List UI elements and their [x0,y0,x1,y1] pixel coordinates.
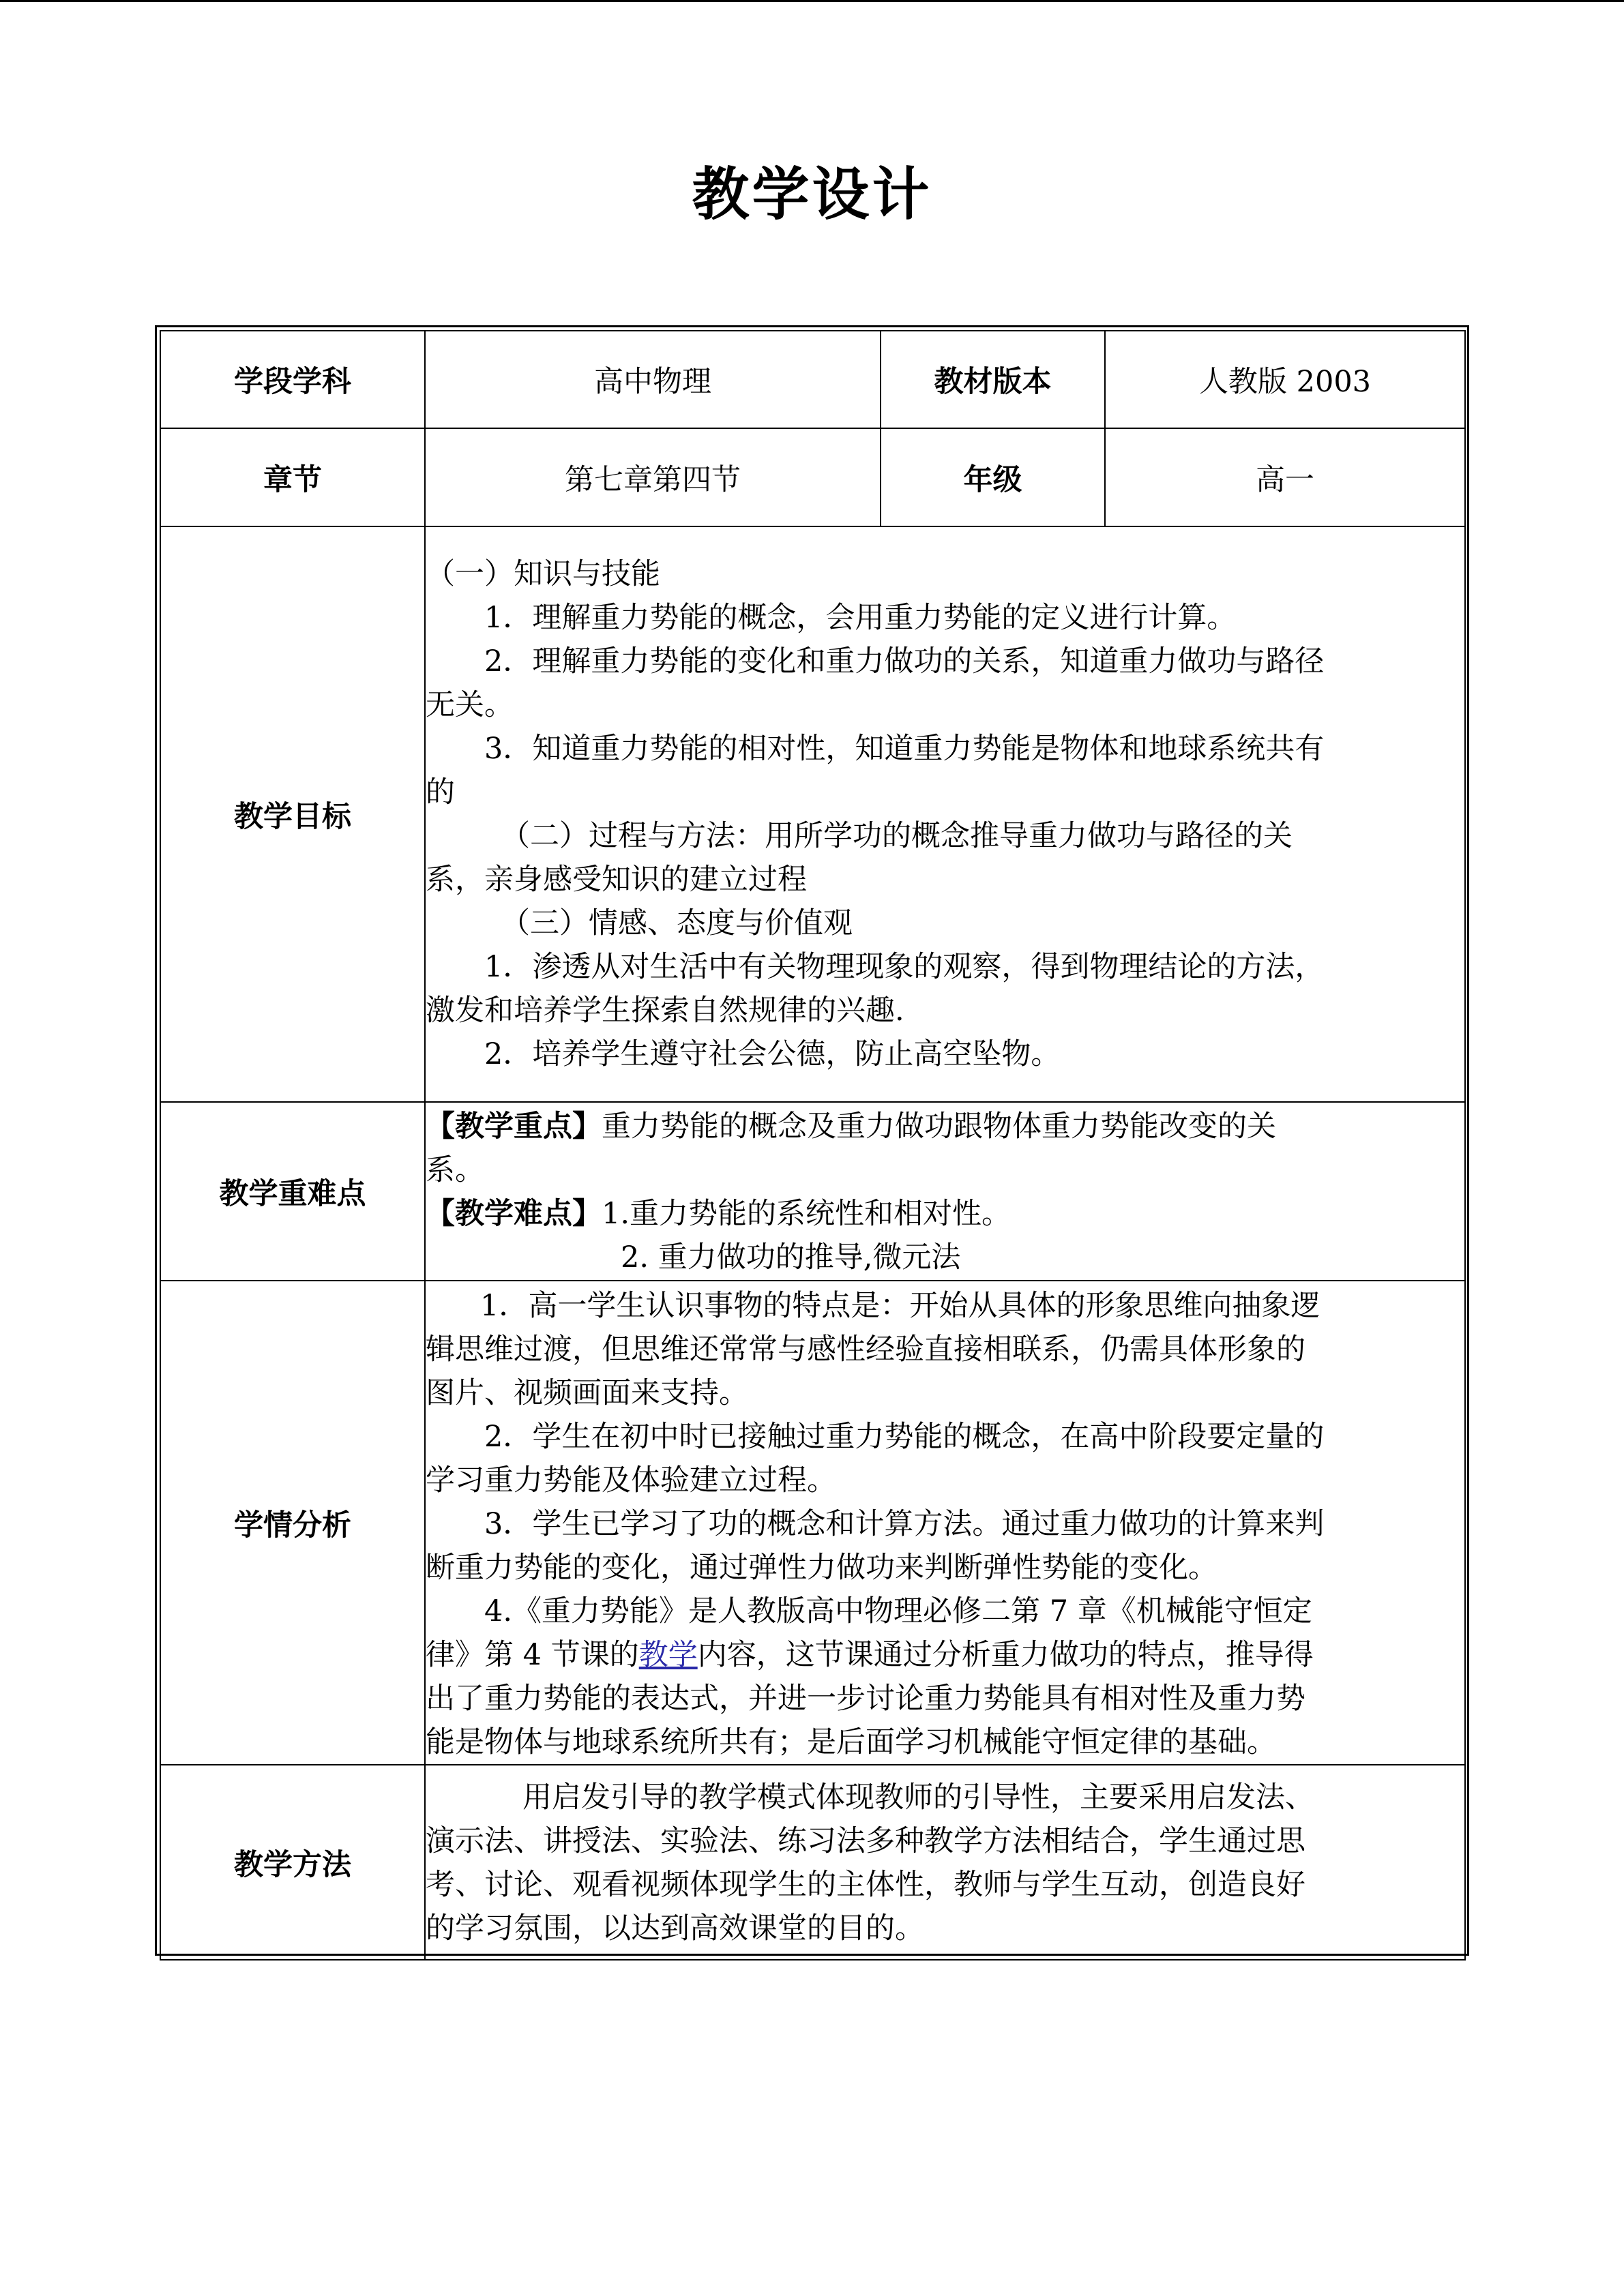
analysis-line [426,1633,1464,1677]
key-points-label: 教学重难点 [160,1102,425,1281]
methods-row [160,1765,1465,1960]
objective-line: 1．渗透从对生活中有关物理现象的观察，得到物理结论的方法， [484,950,1325,984]
grade-label: 年级 [881,428,1105,526]
objective-line: 无关。 [426,688,514,722]
analysis-line: 辑思维过渡，但思维还常常与感性经验直接相联系，仍需具体形象的 [426,1332,1305,1367]
analysis-line: 断重力势能的变化，通过弹性力做功来判断弹性势能的变化。 [426,1551,1217,1585]
lesson-plan-table [155,325,1469,1956]
objective-line: （二）过程与方法：用所学功的概念推导重力做功与路径的关 [501,819,1293,853]
analysis-line9-post: 内容，这节课通过分析重力做功的特点，推导得 [697,1638,1314,1672]
analysis-line: 学习重力势能及体验建立过程。 [426,1463,836,1497]
focus-text: 重力势能的概念及重力做功跟物体重力势能改变的关 [602,1109,1276,1144]
difficulty-line [426,1192,1464,1236]
focus-continuation: 系。 [426,1153,484,1187]
objective-line: （三）情感、态度与价值观 [501,906,853,940]
methods-line: 用启发引导的教学模式体现教师的引导性，主要采用启发法、 [522,1780,1314,1815]
document-title: 教学设计 [692,161,932,228]
key-points-content [425,1102,1465,1281]
focus-line [426,1105,1464,1148]
objective-line: 系，亲身感受知识的建立过程 [426,863,807,897]
chapter-value: 第七章第四节 [425,428,881,526]
info-row-chapter [160,428,1465,526]
methods-line: 演示法、讲授法、实验法、练习法多种教学方法相结合，学生通过思 [426,1824,1305,1858]
objective-line: 2．培养学生遵守社会公德，防止高空坠物。 [484,1037,1061,1071]
objectives-content [425,526,1465,1102]
analysis-line: 图片、视频画面来支持。 [426,1376,748,1410]
difficulty-tag: 【教学难点】 [426,1197,602,1231]
analysis-line: 1．高一学生认识事物的特点是：开始从具体的形象思维向抽象逻 [480,1289,1320,1323]
objective-line: 的 [426,775,455,809]
subject-label: 学段学科 [160,331,425,428]
analysis-line: 3．学生已学习了功的概念和计算方法。通过重力做功的计算来判 [484,1507,1325,1541]
edition-value: 人教版 2003 [1105,331,1465,428]
grade-value: 高一 [1105,428,1465,526]
methods-line: 考、讨论、观看视频体现学生的主体性，教师与学生互动，创造良好 [426,1868,1305,1902]
difficulty-line-2: 2. 重力做功的推导,微元法 [621,1240,961,1274]
analysis-line: 能是物体与地球系统所共有；是后面学习机械能守恒定律的基础。 [426,1725,1276,1759]
analysis-line: 2．学生在初中时已接触过重力势能的概念，在高中阶段要定量的 [484,1420,1325,1454]
objective-line: 激发和培养学生探索自然规律的兴趣. [426,994,904,1028]
methods-line: 的学习氛围，以达到高效课堂的目的。 [426,1911,924,1945]
analysis-row [160,1281,1465,1765]
focus-tag: 【教学重点】 [426,1109,602,1144]
objective-line: 3．知道重力势能的相对性，知道重力势能是物体和地球系统共有 [484,732,1325,766]
objectives-row [160,526,1465,1102]
objective-line: 1．理解重力势能的概念，会用重力势能的定义进行计算。 [484,601,1237,635]
objective-line: 2．理解重力势能的变化和重力做功的关系，知道重力做功与路径 [484,644,1325,679]
info-row-subject [160,331,1465,428]
analysis-line: 4.《重力势能》是人教版高中物理必修二第 7 章《机械能守恒定 [484,1594,1312,1628]
analysis-label: 学情分析 [160,1281,425,1765]
objectives-label: 教学目标 [160,526,425,1102]
analysis-line: 出了重力势能的表达式，并进一步讨论重力势能具有相对性及重力势 [426,1682,1305,1716]
objective-line: （一）知识与技能 [426,557,660,591]
key-points-row [160,1102,1465,1281]
chapter-label: 章节 [160,428,425,526]
analysis-content [425,1281,1465,1765]
methods-label: 教学方法 [160,1765,425,1960]
teaching-link[interactable]: 教学 [638,1638,698,1672]
methods-content [425,1765,1465,1960]
analysis-line9-pre: 律》第 4 节课的 [426,1638,639,1672]
difficulty-text: 1.重力势能的系统性和相对性。 [602,1197,1012,1231]
subject-value: 高中物理 [425,331,881,428]
edition-label: 教材版本 [881,331,1105,428]
page-top-rule [0,0,1624,2]
